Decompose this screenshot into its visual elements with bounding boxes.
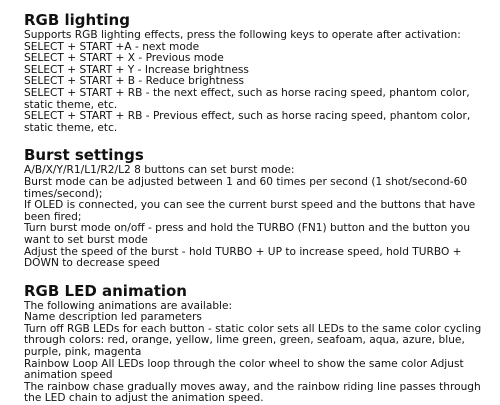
text-line: SELECT + START + Y - Increase brightness (24, 63, 249, 76)
text-line: The following animations are available: (24, 299, 233, 312)
text-line: Burst mode can be adjusted between 1 and 60 times per second (1 shot/second-60 times/second); (24, 175, 468, 200)
text-line: Name description led parameters (24, 311, 202, 324)
text-line: Supports RGB lighting effects, press the following keys to operate after activation: (24, 29, 461, 41)
text-line: Turn off RGB LEDs for each button - static color sets all LEDs to the same color cycling through colors: red, orange, yellow, lime green, green, seafoam, aqua, azure, blue, purple, pink, magenta (24, 322, 482, 359)
text-line: Rainbow Loop All LEDs loop through the color wheel to show the same color Adjust animation speed (24, 357, 464, 382)
text-line: SELECT + START + RB - the next effect, such as horse racing speed, phantom color, static theme, etc. (24, 86, 470, 111)
section-rgb-led-animation (24, 283, 494, 405)
text-line: A/B/X/Y/R1/L1/R2/L2 8 buttons can set burst mode: (24, 164, 295, 177)
text-line: Adjust the speed of the burst - hold TURBO + UP to increase speed, hold TURBO + DOWN to decrease speed (24, 245, 462, 270)
text-line: Turn burst mode on/off - press and hold the TURBO (FN1) button and the button you want to set burst mode (24, 222, 471, 246)
section-title: Burst settings (24, 146, 144, 165)
document-page (24, 12, 494, 405)
text-line: SELECT + START +A - next mode (24, 40, 200, 53)
text-line: If OLED is connected, you can see the current burst speed and the buttons that have been fired; (24, 199, 476, 223)
text-line: The rainbow chase gradually moves away, and the rainbow riding line passes through the LED chain to adjust the animation speed. (24, 380, 481, 405)
text-line: SELECT + START + X - Previous mode (24, 52, 224, 65)
section-title: RGB lighting (24, 11, 130, 29)
text-line: SELECT + START + RB - Previous effect, such as horse racing speed, phantom color, static theme, etc. (24, 110, 471, 134)
section-rgb-lighting (24, 12, 494, 134)
text-line: SELECT + START + B - Reduce brightness (24, 75, 245, 88)
section-burst-settings (24, 147, 494, 269)
section-title: RGB LED animation (24, 281, 187, 300)
